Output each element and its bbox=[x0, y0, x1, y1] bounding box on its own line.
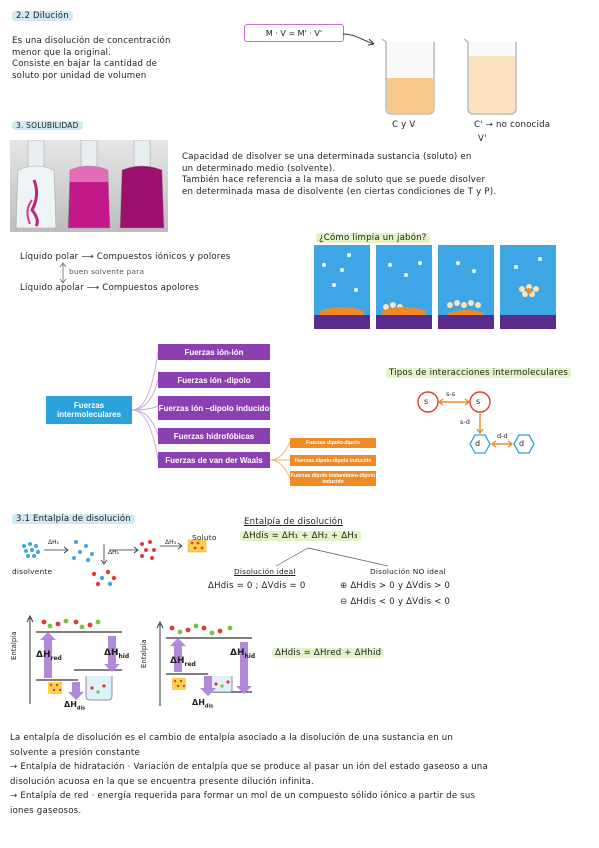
dd-label: d-d bbox=[497, 432, 508, 440]
dh2-label: ΔH₂ bbox=[108, 549, 120, 556]
polar-line: Líquido polar ⟶ Compuestos iónicos y polores bbox=[20, 252, 231, 262]
diagram1-dh-red: $\Delta H_{red}$ bbox=[36, 650, 62, 662]
vdw-dipole-dipole: Fuerzas dipolo-dipolo bbox=[290, 438, 376, 448]
vdw-instantaneous-induced: Fuerzas dipolo instantáneo-dipolo inducido bbox=[290, 472, 376, 485]
diagram2-dh-red: $\Delta H_{red}$ bbox=[170, 656, 196, 668]
solubility-line: en determinada masa de disolvente (en ciertas condiciones de T y P). bbox=[182, 186, 497, 197]
enthalpy-heading: 3.1 Entalpía de disolución bbox=[12, 514, 135, 526]
dilution-line: menor que la original. bbox=[12, 47, 112, 58]
force-ion-dipole: Fuerzas ión -dipolo bbox=[158, 372, 270, 388]
diagram1-dh-dis: $\Delta H_{dis}$ bbox=[64, 700, 86, 712]
dilution-heading: 2.2 Dilución bbox=[12, 11, 73, 23]
dh3-label: ΔH₃ bbox=[165, 539, 177, 546]
solubility-line: un determinado medio (solvente). bbox=[182, 163, 336, 174]
nonideal-positive: ⊕ ΔHdis > 0 y ΔVdis > 0 bbox=[340, 581, 451, 591]
diagram1-dh-hid: $\Delta H_{hid}$ bbox=[104, 648, 130, 660]
force-ion-ion: Fuerzas ión-ión bbox=[158, 344, 270, 360]
node-d1-label: d bbox=[475, 439, 481, 448]
sd-label: s-d bbox=[460, 418, 470, 426]
beaker-right-label-2: V' bbox=[478, 134, 487, 144]
solubility-line: Capacidad de disolver se una determinada sustancia (soluto) en bbox=[182, 152, 472, 162]
forces-center-box: Fuerzas intermoleculares bbox=[46, 396, 132, 424]
bottom-line: → Entalpía de hidratación · Variación de entalpía que se produce al pasar un ión del estado gaseoso a una bbox=[10, 762, 488, 773]
node-d2-label: d bbox=[519, 439, 525, 448]
double-arrow-icon bbox=[59, 262, 67, 284]
vdw-dipole-induced: Fuerzas dipolo-dipolo inducido bbox=[290, 455, 376, 466]
interactions-diagram bbox=[412, 384, 542, 464]
dilution-line: Consiste en bajar la cantidad de bbox=[12, 59, 158, 69]
ideal-equation: ΔHdis = 0 ; ΔVdis = 0 bbox=[208, 581, 306, 591]
diagram2-dh-hid: $\Delta H_{hid}$ bbox=[230, 648, 256, 660]
dilution-formula: M · V = M' · V' bbox=[244, 24, 344, 42]
interactions-title: Tipos de interacciones intermoleculares bbox=[386, 368, 596, 380]
bottom-line: → Entalpía de red · energía requerida para formar un mol de un compuesto sólido iónico a partir de sus bbox=[10, 791, 476, 802]
bottom-line: disolución acuosa en la que se encuentra presente dilución infinita. bbox=[10, 776, 314, 787]
enthalpy-right-title: Entalpía de disolución bbox=[244, 517, 343, 527]
enthalpy-bottom-text bbox=[10, 731, 594, 819]
nonideal-title: Disolución NO ideal bbox=[370, 567, 446, 576]
bottles-photo bbox=[10, 140, 168, 232]
arrow-icon bbox=[340, 26, 380, 52]
diagram1-axis-label: Entalpía bbox=[10, 631, 18, 660]
ss-label: s-s bbox=[446, 390, 456, 398]
beaker-concentrated bbox=[380, 38, 440, 116]
ideal-title: Disolución ideal bbox=[234, 567, 296, 576]
node-s1-label: s bbox=[424, 397, 429, 406]
dilution-line: soluto por unidad de volumen bbox=[12, 70, 147, 81]
node-s2-label: s bbox=[476, 397, 481, 406]
good-solvent-label: buen solvente para bbox=[69, 267, 145, 276]
dilution-line: Es una disolución de concentración bbox=[12, 36, 171, 46]
solubility-line: También hace referencia a la masa de soluto que se puede disolver bbox=[182, 175, 486, 185]
enthalpy-equation: ΔHdis = ΔH₁ + ΔH₂ + ΔH₃ bbox=[240, 531, 361, 543]
enthalpy-diagram-endothermic bbox=[18, 614, 138, 710]
bottom-line: iones gaseosos. bbox=[10, 805, 82, 816]
beaker-left-label: C y V bbox=[392, 120, 416, 130]
solvent-label: disolvente bbox=[12, 567, 53, 576]
diagram2-dh-dis: $\Delta H_{dis}$ bbox=[192, 698, 214, 710]
solubility-heading: 3. SOLUBILIDAD bbox=[12, 120, 83, 133]
dh1-label: ΔH₁ bbox=[48, 539, 60, 546]
soap-panels bbox=[314, 245, 560, 329]
beaker-diluted bbox=[462, 38, 522, 116]
beaker-right-label: C' → no conocida bbox=[474, 120, 551, 130]
nonideal-negative: ⊖ ΔHdis < 0 y ΔVdis < 0 bbox=[340, 597, 451, 607]
dilution-text bbox=[12, 36, 232, 82]
bottom-line: solvente a presión constante bbox=[10, 747, 140, 758]
force-van-der-waals: Fuerzas de van der Waals bbox=[158, 452, 270, 468]
soap-title: ¿Cómo limpia un jabón? bbox=[316, 233, 430, 245]
force-hydrophobic: Fuerzas hidrofóbicas bbox=[158, 428, 270, 444]
diagram2-axis-label: Entalpía bbox=[140, 639, 148, 668]
solubility-paragraph bbox=[182, 152, 592, 198]
apolar-line: Líquido apolar ⟶ Compuestos apolores bbox=[20, 283, 199, 293]
bottom-line: La entalpía de disolución es el cambio de entalpía asociado a la disolución de una sustancia en un bbox=[10, 733, 454, 743]
solute-label: Soluto bbox=[192, 533, 217, 542]
force-ion-induced-dipole: Fuerzas ión –dipolo inducido bbox=[158, 396, 270, 420]
enthalpy-sum-equation: ΔHdis = ΔHred + ΔHhid bbox=[272, 648, 384, 660]
